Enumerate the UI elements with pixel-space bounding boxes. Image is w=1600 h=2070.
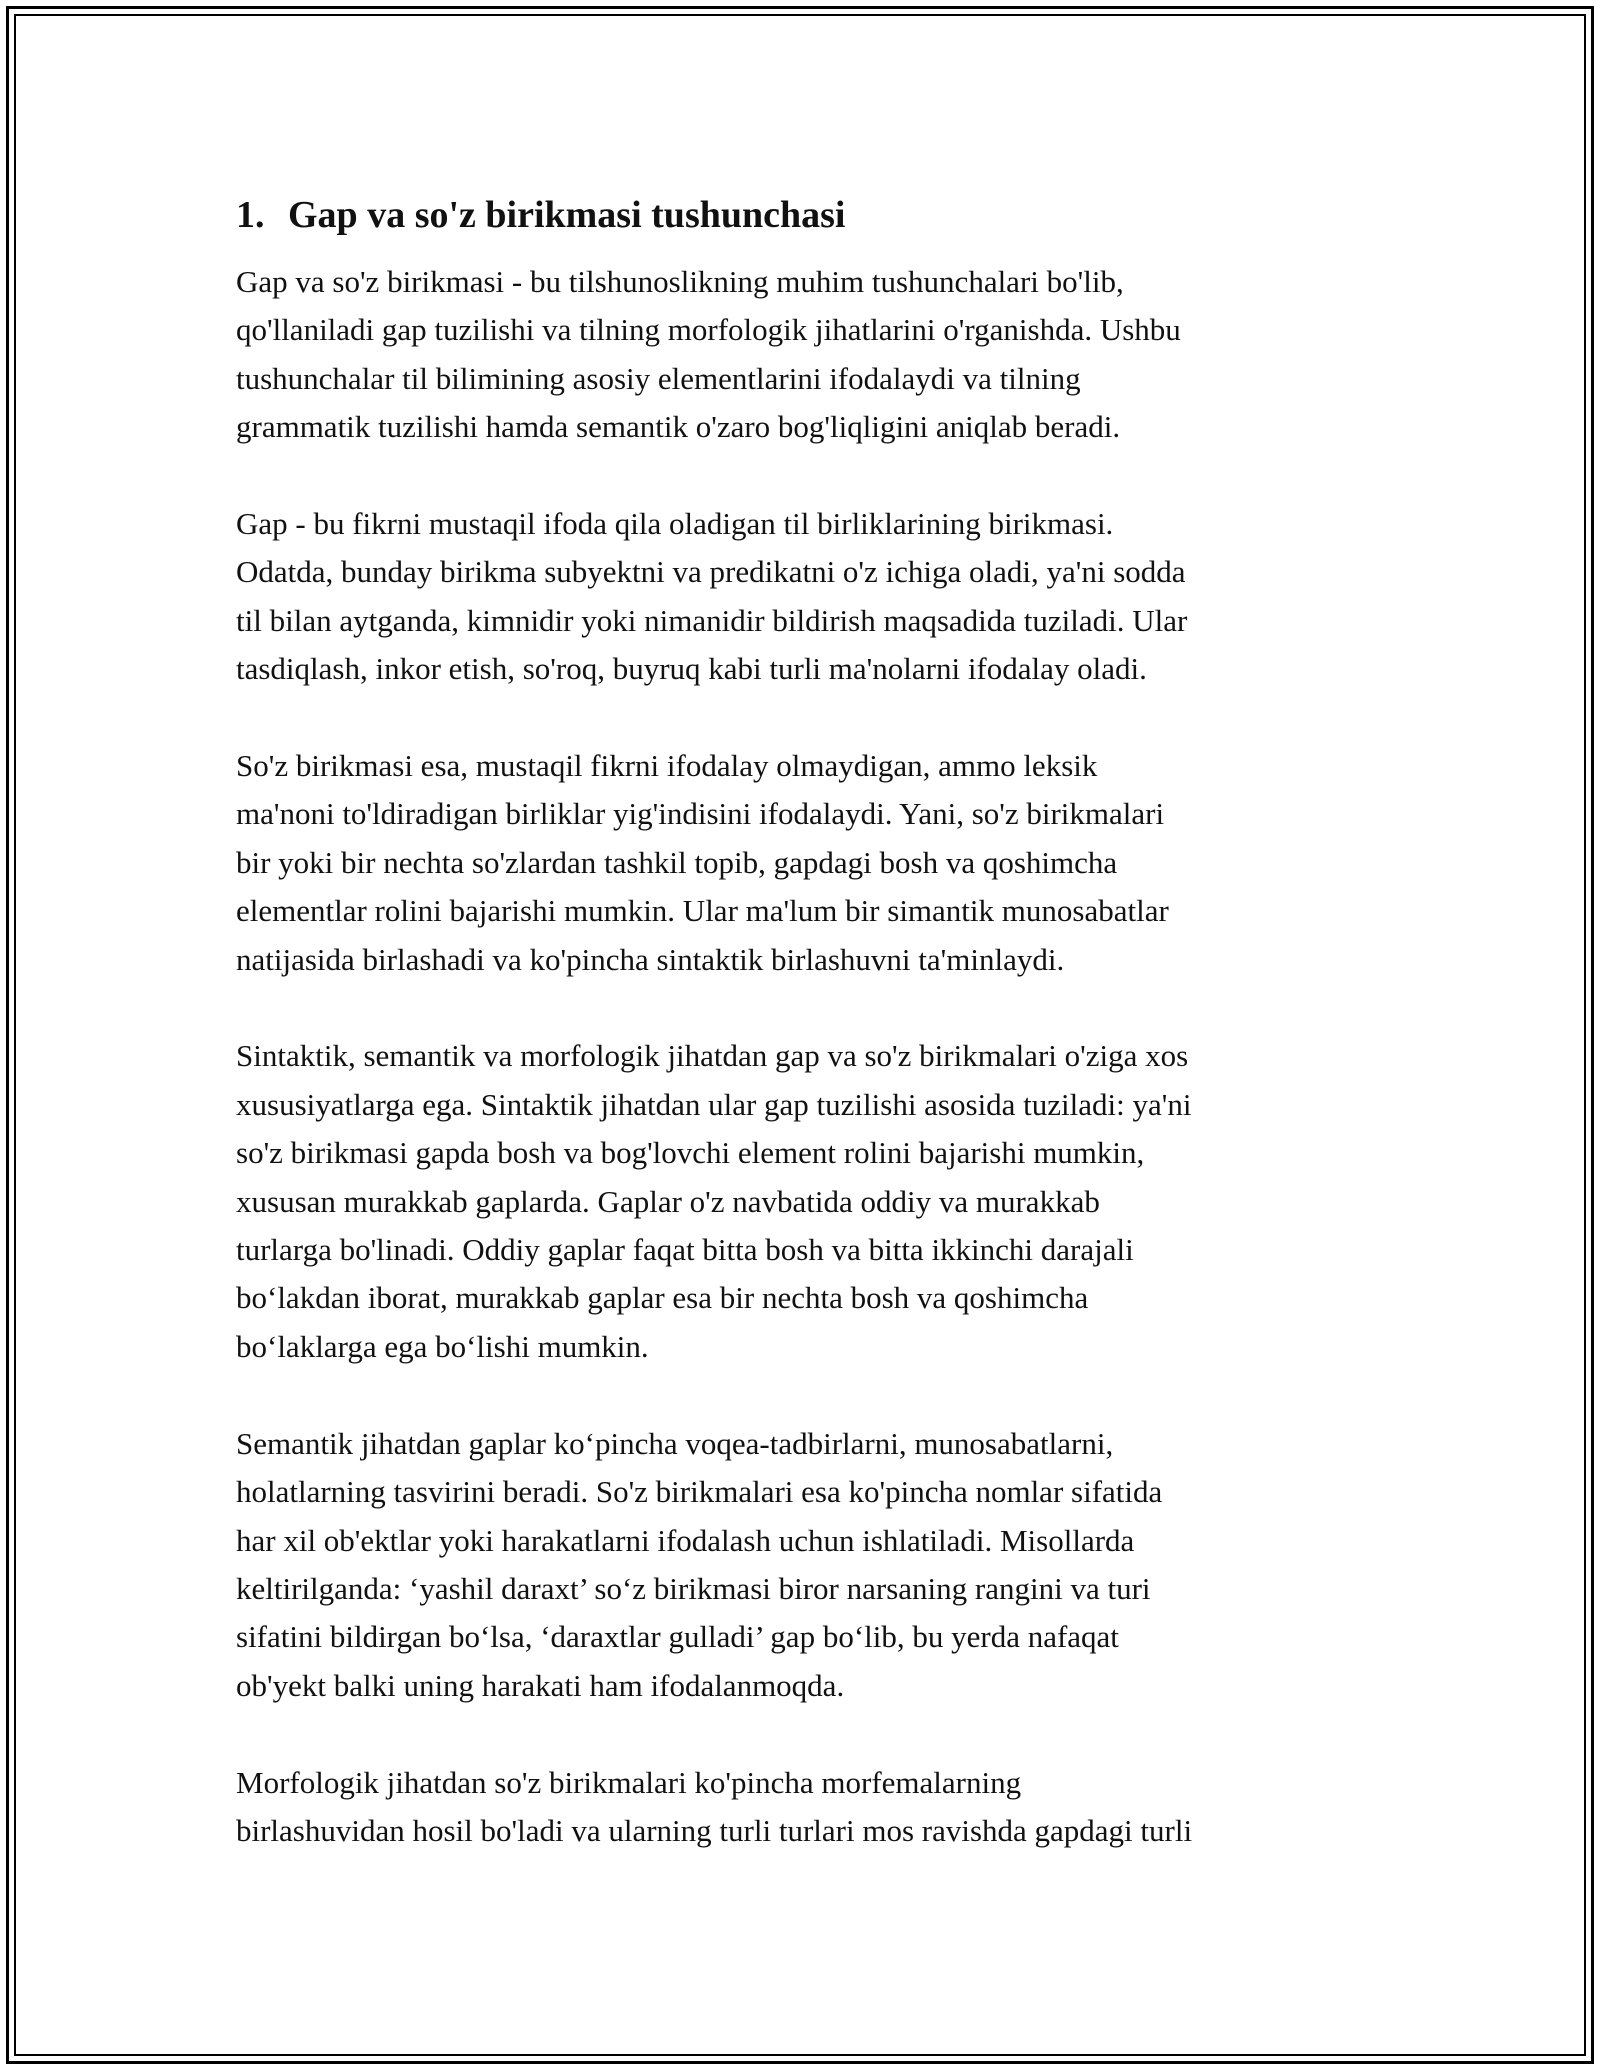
- text-line: xususiyatlarga ega. Sintaktik jihatdan ular gap tuzilishi asosida tuziladi: ya'ni: [236, 1086, 1192, 1122]
- text-line: Semantik jihatdan gaplar ko‘pincha voqea-tadbirlarni, munosabatlarni,: [236, 1425, 1114, 1461]
- document-body: [236, 186, 1376, 1855]
- section-title: Gap va so'z birikmasi tushunchasi: [288, 194, 846, 236]
- text-line: bo‘laklarga ega bo‘lishi mumkin.: [236, 1328, 649, 1364]
- text-line: Odatda, bunday birikma subyektni va predikatni o'z ichiga oladi, ya'ni sodda: [236, 554, 1186, 590]
- text-line: tasdiqlash, inkor etish, so'roq, buyruq kabi turli ma'nolarni ifodalay oladi.: [236, 651, 1147, 687]
- text-line: turlarga bo'linadi. Oddiy gaplar faqat bitta bosh va bitta ikkinchi darajali: [236, 1232, 1134, 1268]
- text-line: tushunchalar til bilimining asosiy elementlarini ifodalaydi va tilning: [236, 360, 1081, 396]
- paragraph-4: [236, 1032, 1376, 1371]
- paragraph-3: [236, 742, 1376, 984]
- text-line: Sintaktik, semantik va morfologik jihatdan gap va so'z birikmalari o'ziga xos: [236, 1038, 1189, 1074]
- text-line: So'z birikmasi esa, mustaqil fikrni ifodalay olmaydigan, ammo leksik: [236, 748, 1098, 784]
- text-line: Gap va so'z birikmasi - bu tilshunoslikning muhim tushunchalari bo'lib,: [236, 264, 1124, 299]
- text-line: natijasida birlashadi va ko'pincha sintaktik birlashuvni ta'minlaydi.: [236, 941, 1065, 977]
- text-line: bo‘lakdan iborat, murakkab gaplar esa bir nechta bosh va qoshimcha: [236, 1280, 1089, 1316]
- paragraph-1: [236, 258, 1376, 452]
- text-line: holatlarning tasvirini beradi. So'z birikmalari esa ko'pincha nomlar sifatida: [236, 1474, 1163, 1510]
- paragraph-2: [236, 500, 1376, 694]
- text-line: sifatini bildirgan bo‘lsa, ‘daraxtlar gulladi’ gap bo‘lib, bu yerda nafaqat: [236, 1619, 1119, 1655]
- text-line: ob'yekt balki uning harakati ham ifodalanmoqda.: [236, 1667, 845, 1703]
- text-line: ma'noni to'ldiradigan birliklar yig'indisini ifodalaydi. Yani, so'z birikmalari: [236, 796, 1165, 832]
- text-line: elementlar rolini bajarishi mumkin. Ular ma'lum bir simantik munosabatlar: [236, 893, 1169, 929]
- text-line: Gap - bu fikrni mustaqil ifoda qila oladigan til birliklarining birikmasi.: [236, 506, 1114, 542]
- text-line: Morfologik jihatdan so'z birikmalari ko'pincha morfemalarning: [236, 1764, 1022, 1800]
- text-line: xususan murakkab gaplarda. Gaplar o'z navbatida oddiy va murakkab: [236, 1183, 1100, 1219]
- paragraph-6: [236, 1759, 1376, 1856]
- text-line: qo'llaniladi gap tuzilishi va tilning morfologik jihatlarini o'rganishda. Ushbu: [236, 312, 1181, 348]
- text-line: bir yoki bir nechta so'zlardan tashkil topib, gapdagi bosh va qoshimcha: [236, 844, 1118, 880]
- text-line: birlashuvidan hosil bo'ladi va ularning turli turlari mos ravishda gapdagi turli: [236, 1812, 1193, 1848]
- section-heading: [236, 186, 1376, 244]
- text-line: har xil ob'ektlar yoki harakatlarni ifodalash uchun ishlatiladi. Misollarda: [236, 1522, 1135, 1558]
- text-line: so'z birikmasi gapda bosh va bog'lovchi element rolini bajarishi mumkin,: [236, 1135, 1145, 1171]
- text-line: keltirilganda: ‘yashil daraxt’ so‘z birikmasi biror narsaning rangini va turi: [236, 1570, 1151, 1606]
- text-line: til bilan aytganda, kimnidir yoki nimanidir bildirish maqsadida tuziladi. Ular: [236, 602, 1188, 638]
- text-line: grammatik tuzilishi hamda semantik o'zaro bog'liqligini aniqlab beradi.: [236, 409, 1121, 445]
- paragraph-5: [236, 1420, 1376, 1710]
- section-number: 1.: [236, 194, 265, 236]
